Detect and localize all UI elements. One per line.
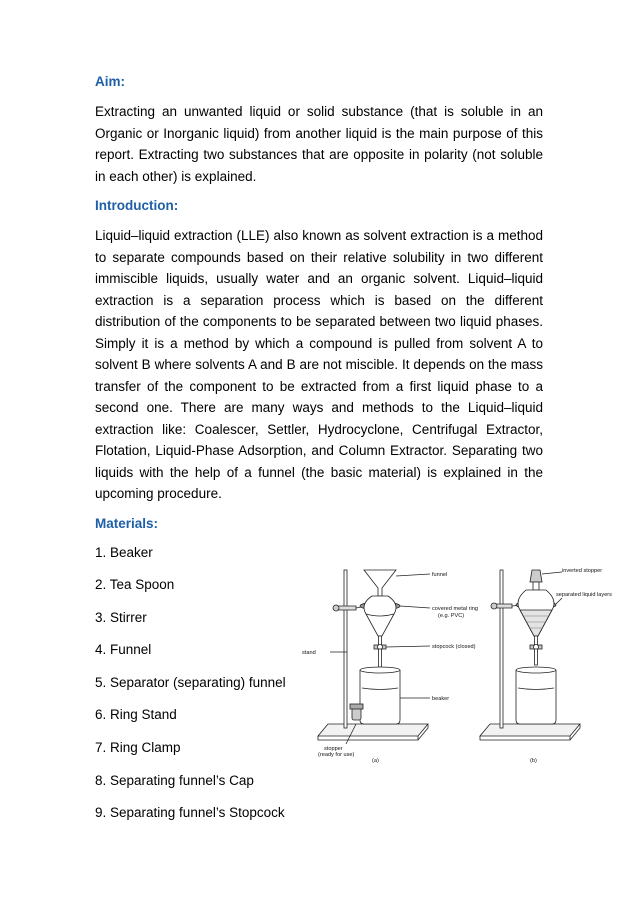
material-item: 1. Beaker bbox=[95, 544, 153, 560]
aim-heading: Aim: bbox=[95, 74, 125, 89]
label-beaker: beaker bbox=[432, 696, 450, 702]
material-item: 7. Ring Clamp bbox=[95, 740, 181, 756]
material-item: 3. Stirrer bbox=[95, 609, 147, 625]
aim-paragraph: Extracting an unwanted liquid or solid substance (that is soluble in an Organic or Inorganic liquid) from another liquid is the main purpose of this report. Extracting two substances that are opposite in polarity (not soluble in each other) is explained. bbox=[95, 104, 543, 184]
material-item: 4. Funnel bbox=[95, 642, 152, 658]
label-funnel: funnel bbox=[432, 572, 448, 578]
material-item: 2. Tea Spoon bbox=[95, 577, 175, 593]
label-stopper: stopper bbox=[324, 746, 343, 752]
material-item: 8. Separating funnel’s Cap bbox=[95, 772, 254, 788]
materials-heading: Materials: bbox=[95, 515, 159, 531]
label-stopper-note: (ready for use) bbox=[318, 752, 355, 758]
caption-a: (a) bbox=[372, 758, 379, 764]
material-item: 5. Separator (separating) funnel bbox=[95, 674, 286, 690]
introduction-paragraph: Liquid–liquid extraction (LLE) also known as solvent extraction is a method to separate compounds based on their relative solubility in two different immiscible liquids, usually water and an organic solvent. Liquid–liquid extraction is a separation process which is based on the different distribution of the components to be separated between two liquid phases. Simply it is a method by which a compound is pulled from solvent A to solvent B where solvents A and B are not miscible. It depends on the mass transfer of the component to be extracted from a first liquid phase to a second one. There are many ways and methods to the Liquid–liquid extraction like: Coalescer, Settler, Hydrocyclone, Centrifugal Extractor, Flotation, Liquid-Phase Adsorption, and Column Extractor. Separating two liquids with the help of a funnel (the basic material) is explained in the upcoming procedure. bbox=[95, 228, 543, 501]
label-inverted-stopper: inverted stopper bbox=[562, 568, 603, 574]
label-covered-ring-note: (e.g. PVC) bbox=[438, 613, 465, 619]
caption-b: (b) bbox=[530, 758, 537, 764]
label-stopcock: stopcock (closed) bbox=[432, 644, 476, 650]
label-covered-ring: covered metal ring bbox=[432, 606, 479, 612]
introduction-heading: Introduction: bbox=[95, 198, 179, 213]
material-item: 6. Ring Stand bbox=[95, 707, 177, 723]
material-item: 9. Separating funnel’s Stopcock bbox=[95, 805, 285, 821]
setup-a bbox=[318, 570, 430, 744]
label-stand: stand bbox=[302, 650, 316, 656]
separatory-funnel-diagram bbox=[300, 548, 612, 770]
label-separated-layers: separated liquid layers bbox=[556, 592, 612, 598]
